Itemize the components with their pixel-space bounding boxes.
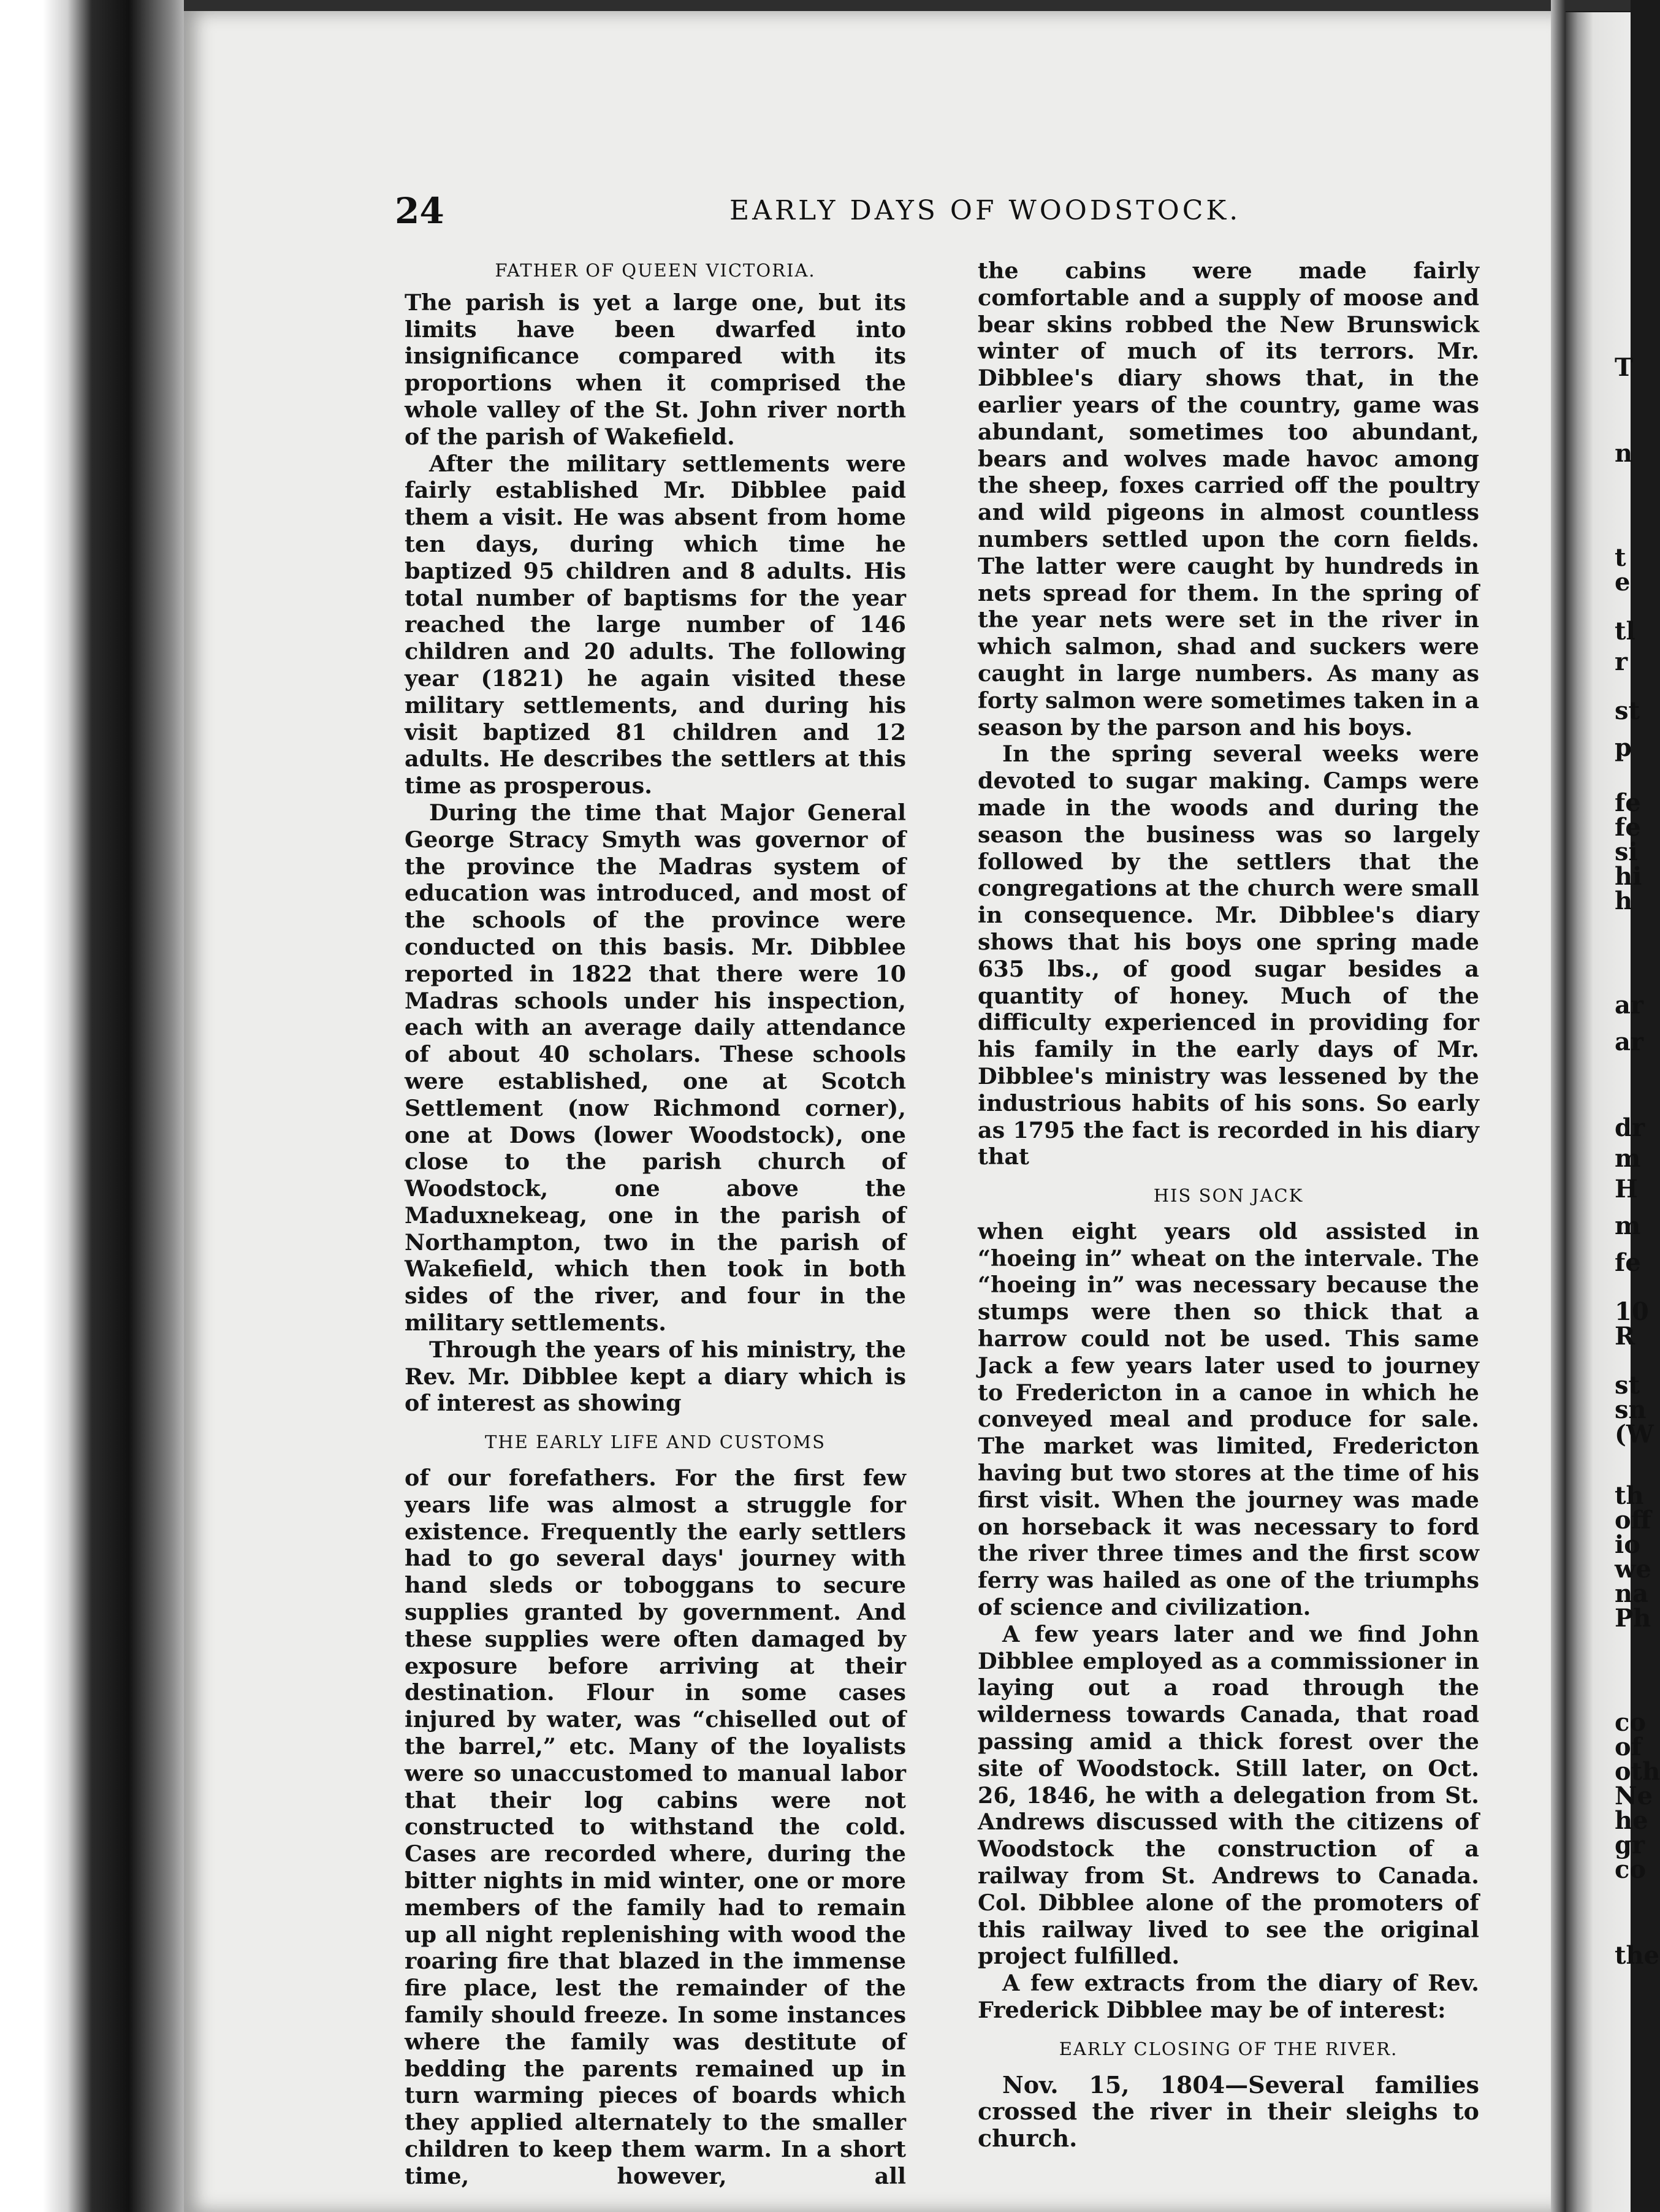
adjacent-page-text-fragment: st [1615,696,1640,725]
page-gutter [1551,0,1566,2212]
paragraph: In the spring several weeks were devoted to sugar making. Camps were made in the woods and during the season the business was so largely followed by the settlers that the congregations at the church were small in consequence. Mr. Dibblee's diary shows that his boys one spring made 635 lbs., of good sugar besides a quantity of honey. Much of the difficulty experienced in providing for his family in the early days of Mr. Dibblee's ministry was lessened by the industrious habits of his sons. So early as 1795 the fact is recorded in his diary that [978,741,1479,1170]
paragraph: the cabins were made fairly comfortable and a supply of moose and bear skins robbed the New Brunswick winter of much of its terrors. Mr. Dibblee's diary shows that, in the earlier years of the country, game was abundant, sometimes too abundant, bears and wolves made havoc among the sheep, foxes carried off the poultry and wild pigeons in almost countless numbers settled upon the corn fields. The latter were caught by hundreds in nets spread for them. In the spring of the year nets were set in the river in which salmon, shad and suckers were caught in large numbers. As many as forty salmon were sometimes taken in a season by the parson and his boys. [978,257,1479,741]
adjacent-page-text-fragment: p [1615,733,1632,762]
paragraph: A few years later and we find John Dibblee employed as a commissioner in laying out a road through the wilderness towards Canada, that road passing amid a thick forest over the site of Woodstock. Still later, on Oct. 26, 1846, he with a delegation from St. Andrews discussed with the citizens of Woodstock the construction of a railway from St. Andrews to Canada. Col. Dibblee alone of the promoters of this railway lived to see the original project fulfilled. [978,1620,1479,1970]
adjacent-page-text-fragment: dr [1615,1113,1645,1142]
paragraph: During the time that Major General George Stracy Smyth was governor of the province the Madras system of education was introduced, and most of the schools of the province were conducted on this basis. Mr. Dibblee reported in 1822 that there were 10 Madras schools under his inspection, each with an average daily attendance of about 40 scholars. These schools were established, one at Scotch Settlement (now Richmond corner), one at Dows (lower Woodstock), one close to the parish church of Woodstock, one above the Maduxnekeag, one in the parish of Northampton, two in the parish of Wakefield, which then took in both sides of the river, and four in the military settlements. [405,799,906,1337]
paragraph: Through the years of his ministry, the Rev. Mr. Dibblee kept a diary which is of interest as showing [405,1336,906,1417]
adjacent-page-text-fragment: R [1615,1322,1635,1351]
section-heading-early-closing-of-the-river: EARLY CLOSING OF THE RIVER. [1059,2038,1398,2059]
adjacent-page-text-fragment: the [1615,1941,1660,1970]
paragraph: when eight years old assisted in “hoeing in” wheat on the intervale. The “hoeing in” was necessary because the stumps were then so thick that a harrow could not be used. This same Jack a few years later used to journey to Fredericton in a canoe in which he conveyed meal and produce for sale. The market was limited, Fredericton having but two stores at the time of his first visit. When the journey was made on horseback it was necessary to ford the river three times and the first scow ferry was hailed as one of the triumphs of science and civilization. [978,1218,1479,1621]
section-heading-father-of-queen-victoria: FATHER OF QUEEN VICTORIA. [495,260,816,281]
adjacent-page-text-fragment: co [1615,1708,1647,1737]
left-column [405,257,906,2190]
adjacent-page-text-fragment: m [1615,1211,1641,1240]
adjacent-page-text-fragment: he [1615,1806,1648,1835]
adjacent-page-text-fragment: n [1615,439,1633,468]
adjacent-page-text-fragment: st [1615,1371,1640,1400]
adjacent-page-text-fragment: m [1615,1144,1641,1173]
running-head: EARLY DAYS OF WOODSTOCK. [729,195,1241,226]
adjacent-page-text-fragment: na [1615,1579,1648,1608]
adjacent-page-text-fragment: ar [1615,1028,1643,1056]
adjacent-page-text-fragment: e [1615,568,1631,597]
adjacent-page-text-fragment: co [1615,1855,1647,1884]
adjacent-page-text-fragment: io [1615,1530,1640,1559]
page-number: 24 [395,190,444,232]
adjacent-page-text-fragment: t [1615,543,1626,572]
adjacent-page-text-fragment: of [1615,1733,1642,1761]
book-spine-edge [0,0,184,2212]
adjacent-page-text-fragment: fe [1615,788,1641,817]
adjacent-page-text-fragment: th [1615,1481,1644,1510]
adjacent-page-text-fragment: hi [1615,862,1642,891]
adjacent-page-text-fragment: H [1615,1175,1638,1203]
right-column [978,257,1479,2152]
section-heading-early-life-and-customs: THE EARLY LIFE AND CUSTOMS [485,1432,826,1453]
adjacent-page-text-fragment: Ph [1615,1604,1651,1633]
paragraph: of our forefathers. For the first few years life was almost a struggle for existence. Frequently the early settlers had to go several days' journey with hand sleds or toboggans to secure supplies granted by government. And these supplies were often damaged by exposure before arriving at their destination. Flour in some cases injured by water, was “chiselled out of the barrel,” etc. Many of the loyalists were so unaccustomed to manual labor that their log cabins were not constructed to withstand the cold. Cases are recorded where, during the bitter nights in mid winter, one or more members of the family had to remain up all night replenishing with wood the roaring fire that blazed in the immense fire place, lest the remainder of the family should freeze. In some instances where the family was destitute of bedding the parents remained up in turn warming pieces of boards which they applied alternately to the smaller children to keep them warm. In a short time, however, all [405,1465,906,2189]
paragraph: After the military settlements were fairly established Mr. Dibblee paid them a visit. He was absent from home ten days, during which time he baptized 95 children and 8 adults. His total number of baptisms for the year reached the large number of 146 children and 20 adults. The following year (1821) he again visited these military settlements, and during his visit baptized 81 children and 12 adults. He describes the settlers at this time as prosperous. [405,450,906,799]
adjacent-page-text-fragment: T [1615,353,1633,382]
section-heading-his-son-jack: HIS SON JACK [1153,1185,1304,1207]
adjacent-page-text-fragment: fe [1615,813,1641,842]
adjacent-page-text-fragment: si [1615,837,1638,866]
adjacent-page-text-fragment: (W [1615,1420,1654,1449]
paragraph: Nov. 15, 1804—Several families crossed the river in their sleighs to church. [978,2070,1479,2153]
adjacent-page-text-fragment: h [1615,887,1633,915]
paragraph: A few extracts from the diary of Rev. Frederick Dibblee may be of interest: [978,1970,1479,2023]
scan-top-border [0,0,1631,11]
adjacent-page-text-fragment: ar [1615,991,1643,1020]
adjacent-page-text-fragment: we [1615,1555,1651,1584]
adjacent-page-text-fragment: r [1615,647,1628,676]
adjacent-page-text-fragment: tl [1615,617,1635,646]
adjacent-page-text-fragment: sn [1615,1395,1647,1424]
adjacent-page-text-fragment: gr [1615,1831,1645,1859]
adjacent-page-text-fragment: Ne [1615,1782,1653,1810]
adjacent-page-edge [1566,12,1660,2212]
adjacent-page-text-fragment: fe [1615,1248,1641,1277]
adjacent-page-text-fragment: off [1615,1506,1651,1535]
adjacent-page-text-fragment: oth [1615,1757,1660,1786]
paragraph: The parish is yet a large one, but its limits have been dwarfed into insignificance compared with its proportions when it comprised the whole valley of the St. John river north of the parish of Wakefield. [405,289,906,450]
adjacent-page-text-fragment: 10 [1615,1297,1649,1326]
